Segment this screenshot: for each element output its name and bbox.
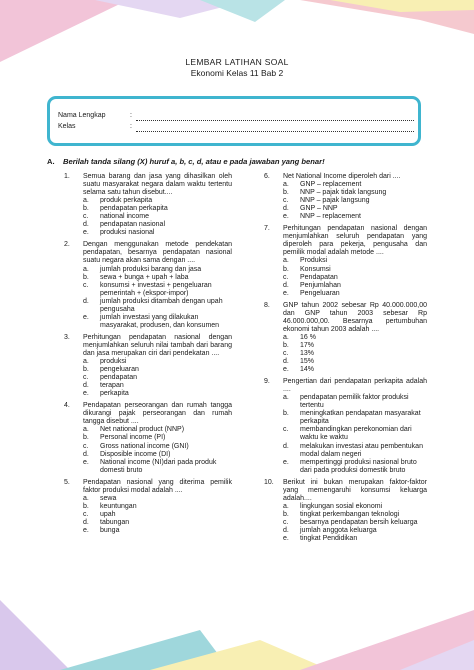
name-label: Nama Lengkap (58, 112, 106, 119)
option-text: GNP – NNP (300, 205, 338, 213)
option-text: produksi (100, 358, 127, 366)
option-text: NNP – pajak langsung (300, 197, 370, 205)
answer-option[interactable] (83, 374, 232, 382)
answer-options (283, 257, 427, 297)
class-row (58, 123, 414, 132)
option-letter: b. (83, 434, 89, 442)
answer-option[interactable] (83, 197, 232, 205)
question-item (264, 225, 427, 297)
question-text: Pendapatan perseorangan dan rumah tangga dikurangi pajak perseorangan dan rumah tangga disebut .... (83, 402, 232, 426)
page-title: LEMBAR LATIHAN SOAL (185, 57, 289, 67)
option-text: tabungan (100, 518, 130, 526)
option-text: keuntungan (100, 502, 137, 510)
answer-option[interactable] (283, 274, 427, 282)
answer-option[interactable] (83, 282, 232, 298)
option-text: sewa + bunga + upah + laba (100, 273, 189, 281)
question-item (64, 402, 232, 474)
option-letter: a. (283, 181, 289, 189)
option-text: membandingkan perekonomian dari waktu ke waktu (300, 426, 412, 442)
option-letter: b. (283, 189, 289, 197)
option-letter: d. (83, 221, 89, 229)
question-number: 8. (264, 301, 270, 309)
name-row (58, 112, 414, 121)
option-letter: a. (283, 257, 289, 265)
option-letter: d. (283, 442, 289, 450)
option-letter: a. (83, 197, 89, 205)
option-text: pendapatan (100, 374, 137, 382)
option-letter: a. (83, 426, 89, 434)
answer-option[interactable] (83, 205, 232, 213)
option-letter: d. (283, 526, 289, 534)
question-text: Semua barang dan jasa yang dihasilkan oleh suatu masyarakat negara dalam waktu tertentu selama satu tahun disebut.... (83, 173, 232, 197)
option-text: 13% (300, 349, 315, 357)
answer-option[interactable] (83, 443, 232, 451)
option-text: 16 % (300, 333, 316, 341)
answer-option[interactable] (283, 459, 427, 475)
answer-option[interactable] (83, 366, 232, 374)
option-letter: e. (83, 229, 89, 237)
answer-option[interactable] (283, 527, 427, 535)
option-letter: c. (83, 374, 89, 382)
answer-option[interactable] (83, 274, 232, 282)
option-text: national income (100, 213, 150, 221)
answer-option[interactable] (283, 290, 427, 298)
class-separator: : (130, 123, 132, 130)
option-letter: d. (283, 358, 289, 366)
option-letter: c. (283, 349, 289, 357)
option-letter: a. (83, 358, 89, 366)
answer-option[interactable] (283, 366, 427, 374)
option-text: NNP – replacement (300, 213, 361, 221)
questions-left-column (64, 173, 232, 539)
question-text: Pendapatan nasional yang diterima pemilik faktor produksi modal adalah .... (83, 478, 232, 494)
option-letter: c. (83, 510, 89, 518)
answer-options (83, 495, 232, 535)
question-item (264, 302, 427, 374)
answer-option[interactable] (83, 390, 232, 398)
option-text: 17% (300, 341, 315, 349)
answer-option[interactable] (283, 181, 427, 189)
answer-option[interactable] (283, 535, 427, 543)
option-letter: e. (283, 366, 289, 374)
answer-option[interactable] (83, 495, 232, 503)
questions-right-column (264, 173, 427, 547)
option-text: pengeluaran (100, 366, 139, 374)
option-letter: b. (283, 410, 289, 418)
answer-option[interactable] (283, 394, 427, 410)
answer-option[interactable] (283, 358, 427, 366)
answer-option[interactable] (83, 314, 232, 330)
answer-option[interactable] (283, 410, 427, 426)
option-letter: e. (83, 458, 89, 466)
option-letter: e. (283, 535, 289, 543)
option-text: Penjumlahan (300, 281, 341, 289)
option-text: Personal income (PI) (100, 434, 166, 442)
option-text: mempertinggi produksi nasional bruto dari pada produksi domestik bruto (300, 458, 417, 474)
option-text: produk perkapita (100, 197, 153, 205)
option-text: jumlah investasi yang dilakukan masyarakat, produsen, dan konsumen (100, 313, 220, 329)
option-text: GNP – replacement (300, 181, 362, 189)
question-number: 10. (264, 478, 274, 486)
answer-option[interactable] (283, 519, 427, 527)
option-letter: e. (83, 390, 89, 398)
answer-option[interactable] (283, 282, 427, 290)
option-letter: b. (83, 205, 89, 213)
identity-box (47, 96, 421, 146)
answer-option[interactable] (283, 205, 427, 213)
answer-option[interactable] (283, 197, 427, 205)
option-letter: d. (83, 297, 89, 305)
option-letter: e. (283, 213, 289, 221)
option-letter: d. (283, 205, 289, 213)
page-subtitle: Ekonomi Kelas 11 Bab 2 (190, 67, 284, 78)
option-letter: c. (283, 197, 289, 205)
option-letter: e. (283, 458, 289, 466)
answer-option[interactable] (83, 382, 232, 390)
option-text: Pengeluaran (300, 289, 340, 297)
option-letter: e. (83, 526, 89, 534)
name-separator: : (130, 112, 132, 119)
answer-options (83, 358, 232, 398)
option-text: Disposible income (DI) (100, 450, 171, 458)
option-text: meningkatkan pendapatan masyarakat perkapita (300, 410, 421, 426)
option-text: jumlah produksi barang dan jasa (100, 265, 202, 273)
option-letter: d. (83, 382, 89, 390)
answer-option[interactable] (83, 503, 232, 511)
answer-option[interactable] (283, 257, 427, 265)
answer-option[interactable] (283, 503, 427, 511)
option-letter: b. (83, 366, 89, 374)
option-letter: c. (283, 426, 289, 434)
option-letter: b. (283, 510, 289, 518)
question-item (264, 173, 427, 221)
answer-option[interactable] (83, 451, 232, 459)
section-instruction (47, 157, 325, 166)
option-text: pendapatan perkapita (100, 205, 168, 213)
option-text: sewa (100, 494, 117, 502)
option-text: Net national product (NNP) (100, 426, 185, 434)
option-text: jumlah anggota keluarga (300, 526, 377, 534)
question-item (264, 378, 427, 475)
option-letter: a. (283, 333, 289, 341)
answer-options (283, 394, 427, 474)
option-letter: b. (83, 502, 89, 510)
class-label: Kelas (58, 123, 76, 130)
question-item (264, 479, 427, 543)
answer-option[interactable] (283, 350, 427, 358)
option-text: Konsumsi (300, 265, 331, 273)
option-letter: c. (83, 442, 89, 450)
option-text: jumlah produksi ditambah dengan upah pengusaha (100, 297, 223, 313)
answer-option[interactable] (83, 426, 232, 434)
option-text: upah (100, 510, 116, 518)
question-item (64, 241, 232, 330)
question-number: 2. (64, 241, 70, 249)
option-letter: e. (283, 289, 289, 297)
answer-option[interactable] (83, 527, 232, 535)
instruction-text: Berilah tanda silang (X) huruf a, b, c, d, atau e pada jawaban yang benar! (63, 157, 325, 166)
answer-option[interactable] (83, 459, 232, 475)
option-text: tingkat perkembangan teknologi (300, 510, 400, 518)
answer-options (83, 266, 232, 330)
question-text: Net National Income diperoleh dari .... (283, 173, 401, 180)
option-letter: d. (83, 450, 89, 458)
option-text: besarnya pendapatan bersih keluarga (300, 518, 418, 526)
answer-option[interactable] (83, 298, 232, 314)
answer-option[interactable] (83, 213, 232, 221)
option-letter: a. (283, 502, 289, 510)
question-text: GNP tahun 2002 sebesar Rp 40.000.000,00 dan GNP tahun 2003 sebesar Rp 46.000.000,00. Besarnya pertumbuhan ekonomi tahun 2003 adalah .... (283, 301, 427, 333)
title-block (0, 57, 474, 78)
option-text: 14% (300, 366, 315, 374)
answer-options (83, 426, 232, 474)
option-text: 15% (300, 358, 315, 366)
answer-options (283, 334, 427, 374)
name-field[interactable] (136, 112, 414, 121)
option-text: NNP – pajak tidak langsung (300, 189, 387, 197)
option-letter: d. (83, 518, 89, 526)
answer-option[interactable] (283, 511, 427, 519)
option-text: produksi nasional (100, 229, 155, 237)
answer-options (283, 181, 427, 221)
option-letter: a. (83, 494, 89, 502)
option-letter: a. (283, 394, 289, 402)
answer-options (283, 503, 427, 543)
question-number: 3. (64, 333, 70, 341)
answer-option[interactable] (83, 519, 232, 527)
option-text: Produksi (300, 257, 328, 265)
section-letter: A. (47, 157, 55, 166)
question-number: 9. (264, 378, 270, 386)
option-letter: d. (283, 281, 289, 289)
answer-option[interactable] (83, 358, 232, 366)
option-text: lingkungan sosial ekonomi (300, 502, 383, 510)
question-text: Berikut ini bukan merupakan faktor-faktor yang memengaruhi konsumsi keluarga adalah.... (283, 478, 427, 502)
option-text: pendapatan nasional (100, 221, 166, 229)
answer-option[interactable] (83, 434, 232, 442)
option-text: terapan (100, 382, 124, 390)
option-text: perkapita (100, 390, 129, 398)
question-number: 1. (64, 173, 70, 180)
question-number: 5. (64, 478, 70, 486)
answer-option[interactable] (283, 213, 427, 221)
question-number: 4. (64, 402, 70, 410)
question-number: 7. (264, 225, 270, 233)
question-item (64, 173, 232, 237)
option-text: melakukan investasi atau pembentukan modal dalam negeri (300, 442, 423, 458)
answer-option[interactable] (83, 229, 232, 237)
question-text: Perhitungan pendapatan nasional dengan menjumlahkan seluruh nilai tambah dari barang dan jasa merupakan ciri dari pendekatan .... (83, 333, 232, 357)
option-text: Gross national income (GNI) (100, 442, 189, 450)
answer-option[interactable] (283, 426, 427, 442)
option-text: bunga (100, 526, 120, 534)
option-letter: b. (283, 265, 289, 273)
answer-option[interactable] (283, 189, 427, 197)
option-letter: b. (83, 273, 89, 281)
question-text: Perhitungan pendapatan nasional dengan menjumlahkan seluruh pendapatan yang diperoleh para pekerja, pengusaha dan pemilik modal adalah metode .... (283, 225, 427, 257)
option-text: pendapatan pemilik faktor produksi tertentu (300, 394, 409, 410)
answer-option[interactable] (283, 266, 427, 274)
question-item (64, 334, 232, 398)
question-text: Dengan menggunakan metode pendekatan pendapatan, besarnya pendapatan nasional suatu negara akan sama dengan .... (83, 241, 232, 265)
option-letter: c. (83, 213, 89, 221)
question-item (64, 479, 232, 535)
answer-option[interactable] (83, 511, 232, 519)
option-letter: c. (283, 273, 289, 281)
answer-option[interactable] (283, 334, 427, 342)
answer-option[interactable] (83, 221, 232, 229)
class-field[interactable] (136, 123, 414, 132)
answer-options (83, 197, 232, 237)
answer-option[interactable] (83, 266, 232, 274)
option-letter: e. (83, 313, 89, 321)
option-letter: c. (83, 281, 89, 289)
option-letter: a. (83, 265, 89, 273)
option-text: National income (NI)dari pada produk domesti bruto (100, 458, 217, 474)
option-text: tingkat Pendidikan (300, 535, 358, 543)
question-number: 6. (264, 173, 270, 180)
option-text: Pendapatan (300, 273, 338, 281)
answer-option[interactable] (283, 342, 427, 350)
option-letter: b. (283, 341, 289, 349)
option-letter: c. (283, 518, 289, 526)
answer-option[interactable] (283, 443, 427, 459)
option-text: konsumsi + investasi + pengeluaran pemerintah + (ekspor-impor) (100, 281, 212, 297)
question-text: Pengertian dari pendapatan perkapita adalah .... (283, 378, 427, 394)
